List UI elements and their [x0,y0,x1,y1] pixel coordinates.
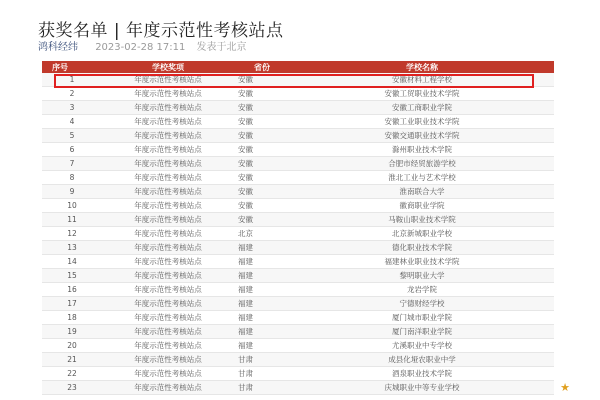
table-row [42,101,554,115]
table-row [42,325,554,339]
cell-school: 厦门城市职业学院 [290,311,554,325]
cell-award: 年度示范性考核站点 [102,283,234,297]
cell-award: 年度示范性考核站点 [102,241,234,255]
cell-province: 福建 [234,339,290,353]
cell-province: 福建 [234,311,290,325]
cell-school: 北京新城职业学校 [290,227,554,241]
cell-province: 安徽 [234,87,290,101]
cell-index: 23 [42,381,102,395]
cell-school: 酒泉职业技术学院 [290,367,554,381]
cell-award: 年度示范性考核站点 [102,297,234,311]
cell-index: 8 [42,171,102,185]
cell-award: 年度示范性考核站点 [102,185,234,199]
header-index: 序号 [52,62,68,72]
cell-award: 年度示范性考核站点 [102,213,234,227]
table-row [42,143,554,157]
cell-school: 安徽工业职业技术学院 [290,115,554,129]
header-school: 学校名称 [406,62,438,72]
cell-school: 安徽交通职业技术学院 [290,129,554,143]
cell-award: 年度示范性考核站点 [102,115,234,129]
cell-index: 22 [42,367,102,381]
cell-school: 安徽材料工程学校 [290,73,554,87]
cell-province: 安徽 [234,157,290,171]
cell-index: 17 [42,297,102,311]
cell-index: 16 [42,283,102,297]
table-row [42,367,554,381]
cell-province: 安徽 [234,73,290,87]
cell-award: 年度示范性考核站点 [102,157,234,171]
header-award: 学校奖项 [152,62,184,72]
cell-index: 6 [42,143,102,157]
cell-province: 北京 [234,227,290,241]
cell-award: 年度示范性考核站点 [102,227,234,241]
cell-award: 年度示范性考核站点 [102,269,234,283]
cell-index: 15 [42,269,102,283]
cell-school: 龙岩学院 [290,283,554,297]
cell-province: 福建 [234,269,290,283]
table-row [42,311,554,325]
cell-index: 3 [42,101,102,115]
table-row [42,297,554,311]
cell-award: 年度示范性考核站点 [102,87,234,101]
cell-province: 甘肃 [234,381,290,395]
table-row [42,241,554,255]
cell-school: 宁德财经学校 [290,297,554,311]
cell-index: 2 [42,87,102,101]
cell-school: 德化职业技术学院 [290,241,554,255]
cell-index: 21 [42,353,102,367]
author-link[interactable]: 鸿科经纬 [38,42,78,53]
cell-province: 安徽 [234,199,290,213]
table-row [42,353,554,367]
cell-school: 厦门南洋职业学院 [290,325,554,339]
cell-award: 年度示范性考核站点 [102,171,234,185]
table-row [42,115,554,129]
cell-school: 淮北工业与艺术学校 [290,171,554,185]
cell-province: 安徽 [234,115,290,129]
cell-province: 福建 [234,325,290,339]
table-row [42,129,554,143]
cell-province: 安徽 [234,101,290,115]
cell-province: 甘肃 [234,367,290,381]
cell-school: 徽商职业学院 [290,199,554,213]
article-meta [38,38,247,53]
cell-school: 滁州职业技术学院 [290,143,554,157]
table-header-row [42,61,554,73]
cell-school: 成县化垭农职业中学 [290,353,554,367]
cell-school: 安徽工贸职业技术学院 [290,87,554,101]
table-row [42,381,554,395]
table-row [42,185,554,199]
cell-index: 11 [42,213,102,227]
cell-school: 合肥市经贸旅游学校 [290,157,554,171]
cell-award: 年度示范性考核站点 [102,367,234,381]
publish-date: 2023-02-28 17:11 [95,42,186,53]
cell-index: 19 [42,325,102,339]
table-row [42,339,554,353]
cell-index: 13 [42,241,102,255]
cell-index: 1 [42,73,102,87]
award-table [42,61,554,395]
cell-province: 福建 [234,297,290,311]
highlight-box [54,74,534,88]
cell-school: 尤溪职业中专学校 [290,339,554,353]
cell-award: 年度示范性考核站点 [102,381,234,395]
article-title: 获奖名单 | 年度示范性考核站点 [38,21,284,41]
cell-award: 年度示范性考核站点 [102,353,234,367]
cell-school: 庆城职业中等专业学校 [290,381,554,395]
cell-award: 年度示范性考核站点 [102,199,234,213]
cell-province: 福建 [234,255,290,269]
cell-school: 福建林业职业技术学院 [290,255,554,269]
cell-province: 福建 [234,283,290,297]
cell-index: 12 [42,227,102,241]
cell-index: 20 [42,339,102,353]
cell-index: 10 [42,199,102,213]
cell-index: 4 [42,115,102,129]
cell-award: 年度示范性考核站点 [102,255,234,269]
cell-award: 年度示范性考核站点 [102,73,234,87]
cell-province: 安徽 [234,185,290,199]
table-row [42,269,554,283]
table-row [42,255,554,269]
award-table-container [42,61,554,395]
cell-award: 年度示范性考核站点 [102,143,234,157]
table-row [42,227,554,241]
cell-award: 年度示范性考核站点 [102,311,234,325]
cell-school: 淮南联合大学 [290,185,554,199]
cell-award: 年度示范性考核站点 [102,101,234,115]
cell-province: 福建 [234,241,290,255]
cell-index: 5 [42,129,102,143]
cell-award: 年度示范性考核站点 [102,129,234,143]
table-row [42,199,554,213]
cell-index: 14 [42,255,102,269]
cell-school: 黎明职业大学 [290,269,554,283]
cell-school: 安徽工商职业学院 [290,101,554,115]
cell-award: 年度示范性考核站点 [102,339,234,353]
table-body [42,73,554,395]
table-row [42,157,554,171]
cell-province: 安徽 [234,129,290,143]
table-row [42,171,554,185]
cell-province: 安徽 [234,213,290,227]
header-province: 省份 [254,62,270,72]
cell-province: 甘肃 [234,353,290,367]
cell-index: 7 [42,157,102,171]
cell-school: 马鞍山职业技术学院 [290,213,554,227]
star-icon: ★ [560,381,570,394]
cell-award: 年度示范性考核站点 [102,325,234,339]
table-row [42,213,554,227]
cell-index: 9 [42,185,102,199]
publish-location: 发表于北京 [196,42,247,53]
table-row [42,283,554,297]
cell-province: 安徽 [234,171,290,185]
table-row [42,87,554,101]
cell-index: 18 [42,311,102,325]
cell-province: 安徽 [234,143,290,157]
